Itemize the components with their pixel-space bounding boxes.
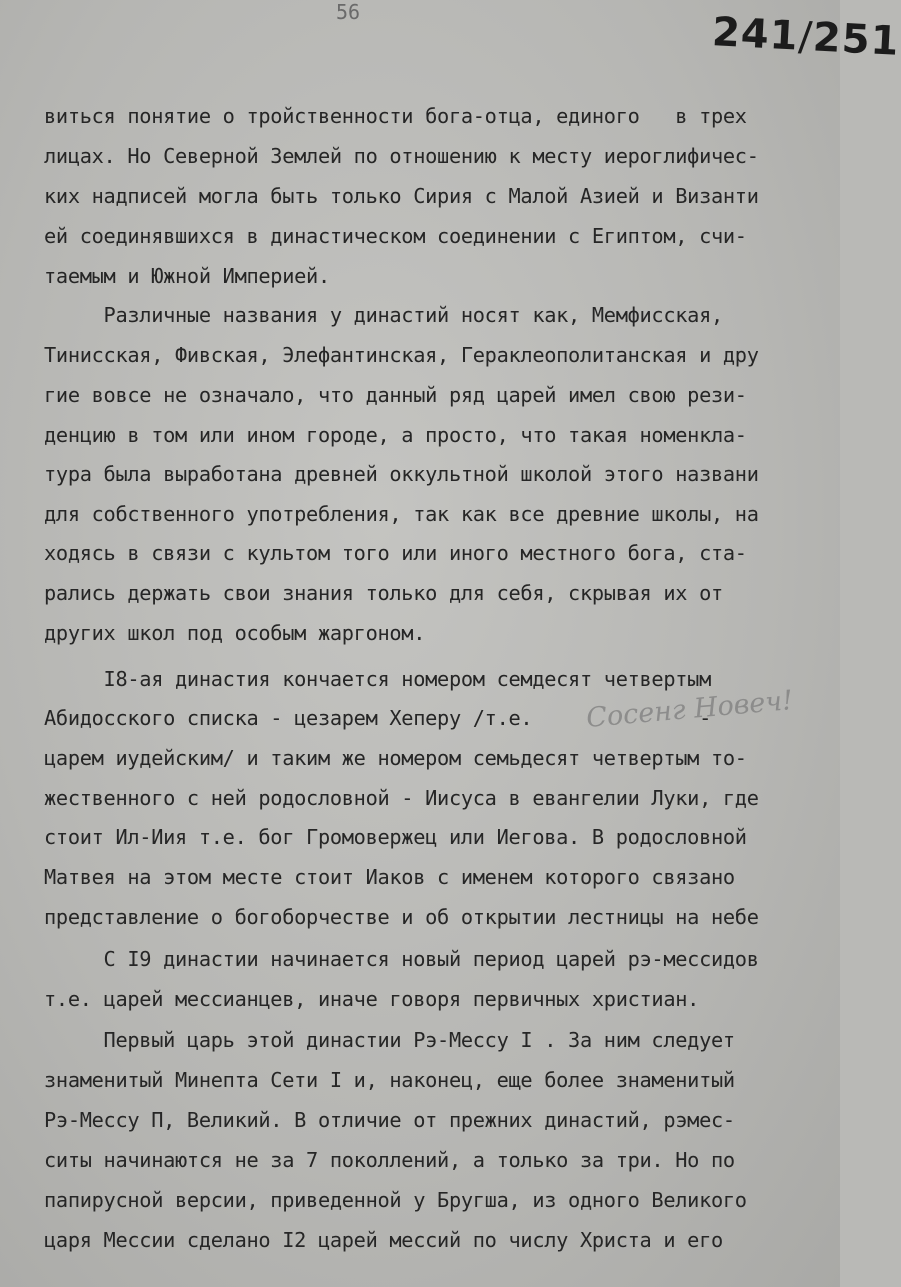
text-line: I8-ая династия кончается номером семдесят четвертым	[44, 667, 711, 691]
text-line: денцию в том или ином городе, а просто, что такая номенкла-	[44, 423, 747, 447]
text-line: ходясь в связи с культом того или иного местного бога, ста-	[44, 541, 747, 565]
text-line: гие вовсе не означало, что данный ряд царей имел свою рези-	[44, 383, 747, 407]
text-line: Первый царь этой династии Рэ-Мессу I . За ним следует	[44, 1028, 735, 1052]
text-line: рались держать свои знания только для себя, скрывая их от	[44, 581, 723, 605]
folio-left: 241	[710, 9, 800, 60]
text-line: Различные названия у династий носят как, Мемфисская,	[44, 303, 723, 327]
text-line: стоит Ил-Иия т.е. бог Громовержец или Иегова. В родословной	[44, 825, 747, 849]
text-line: виться понятие о тройственности бога-отца, единого в трех	[44, 104, 747, 128]
text-line: С I9 династии начинается новый период царей рэ-мессидов	[44, 947, 759, 971]
text-line: для собственного употребления, так как все древние школы, на	[44, 502, 759, 526]
text-line: таемым и Южной Империей.	[44, 264, 330, 288]
text-line: Абидосского списка - цезарем Хеперу /т.е. -	[44, 706, 711, 730]
text-line: царя Мессии сделано I2 царей мессий по числу Христа и его	[44, 1228, 723, 1252]
text-line: жественного с ней родословной - Иисуса в евангелии Луки, где	[44, 786, 759, 810]
folio-slash: /	[797, 13, 815, 61]
text-line: Матвея на этом месте стоит Иаков с именем которого связано	[44, 865, 735, 889]
text-line: представление о богоборчестве и об открытии лестницы на небе	[44, 905, 759, 929]
text-line: т.е. царей мессианцев, иначе говоря первичных христиан.	[44, 987, 700, 1011]
top-page-mark: 56	[336, 0, 361, 24]
text-line: Тинисская, Фивская, Элефантинская, Гераклеополитанская и дру	[44, 343, 759, 367]
text-line: ких надписей могла быть только Сирия с Малой Азией и Византи	[44, 184, 759, 208]
text-line: тура была выработана древней оккультной школой этого названи	[44, 462, 759, 486]
handwritten-margin-note: Сосенг Новеч!	[585, 685, 795, 734]
text-line: ситы начинаются не за 7 поколлений, а только за три. Но по	[44, 1148, 735, 1172]
text-line: ей соединявшихся в династическом соединении с Египтом, счи-	[44, 224, 747, 248]
text-line: лицах. Но Северной Землей по отношению к месту иероглифичес-	[44, 144, 759, 168]
text-line: других школ под особым жаргоном.	[44, 621, 426, 645]
text-line: знаменитый Минепта Сети I и, наконец, еще более знаменитый	[44, 1068, 735, 1092]
text-line: царем иудейским/ и таким же номером семьдесят четвертым то-	[44, 746, 747, 770]
text-line: Рэ-Мессу П, Великий. В отличие от прежних династий, рэмес-	[44, 1108, 735, 1132]
text-line: папирусной версии, приведенной у Бругша, из одного Великого	[44, 1188, 747, 1212]
folio-right: 251	[811, 14, 901, 65]
